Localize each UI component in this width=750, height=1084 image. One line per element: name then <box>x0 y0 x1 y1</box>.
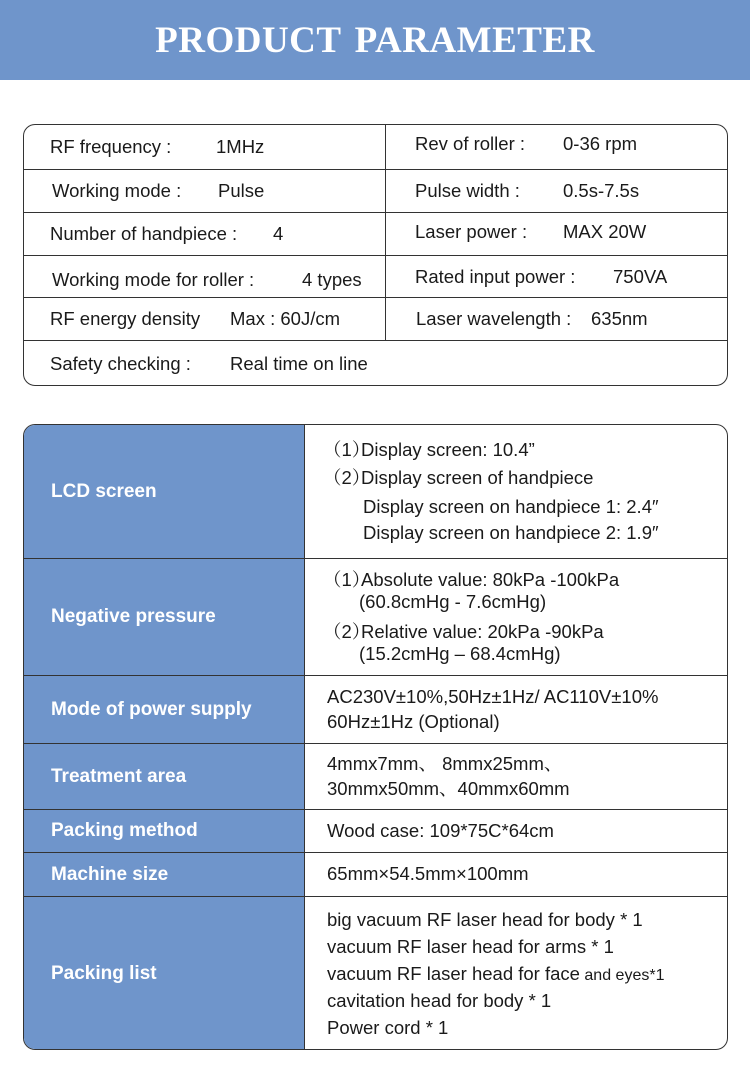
list-item-tail: and eyes*1 <box>579 966 665 984</box>
param-cell <box>24 341 727 386</box>
header-banner <box>0 0 750 80</box>
param-cell <box>24 213 386 255</box>
row-value <box>305 853 727 896</box>
list-subitem: (60.8cmHg - 7.6cmHg) <box>359 590 547 612</box>
row-value <box>305 559 727 675</box>
row-value <box>305 744 727 809</box>
param-value: Pulse <box>218 180 265 201</box>
param-value: 1MHz <box>216 136 265 157</box>
row-header: Packing method <box>24 810 305 852</box>
param-value: 0-36 rpm <box>563 133 638 154</box>
param-label: Number of handpiece : <box>50 223 238 244</box>
value-line: Wood case: 109*75C*64cm <box>327 819 554 841</box>
list-item: vacuum RF laser head for arms * 1 <box>327 935 614 957</box>
parameter-table <box>23 124 728 386</box>
param-label: Laser power : <box>415 221 528 242</box>
table-row <box>24 425 727 559</box>
param-value: 635nm <box>591 308 648 329</box>
param-label: Rev of roller : <box>415 133 526 154</box>
param-cell <box>386 298 727 340</box>
list-subitem: (15.2cmHg – 68.4cmHg) <box>359 643 561 665</box>
table-row <box>24 298 727 341</box>
param-cell <box>386 170 727 212</box>
list-item: Absolute value: 80kPa -100kPa <box>361 568 620 590</box>
param-label: Working mode for roller : <box>52 268 255 290</box>
row-value <box>305 425 727 558</box>
list-subitem: Display screen on handpiece 2: 1.9″ <box>363 521 659 543</box>
list-item: Display screen: 10.4” <box>361 439 535 461</box>
param-label: RF energy density <box>50 308 201 329</box>
list-item: big vacuum RF laser head for body * 1 <box>327 908 643 930</box>
table-row <box>24 897 727 1050</box>
value-line: 4mmx7mm、 8mmx25mm、 <box>327 753 563 775</box>
table-row <box>24 341 727 386</box>
list-item <box>327 963 727 985</box>
row-header: Packing list <box>24 897 305 1050</box>
param-label: Working mode : <box>52 180 182 201</box>
param-cell <box>386 125 727 169</box>
row-header: Treatment area <box>24 744 305 809</box>
value-line: 65mm×54.5mm×100mm <box>327 863 529 885</box>
value-line: 30mmx50mm、40mmx60mm <box>327 777 570 799</box>
list-number: （1） <box>323 568 371 590</box>
row-header: LCD screen <box>24 425 305 558</box>
table-row <box>24 256 727 298</box>
table-row <box>24 125 727 170</box>
row-header: Machine size <box>24 853 305 896</box>
param-label: Laser wavelength : <box>416 308 572 329</box>
list-number: （1） <box>323 439 371 461</box>
table-row <box>24 559 727 676</box>
param-cell <box>24 170 386 212</box>
param-value: 4 types <box>302 268 362 290</box>
param-cell <box>386 256 727 297</box>
param-cell <box>24 125 386 169</box>
param-value: Real time on line <box>230 353 368 374</box>
list-number: （2） <box>323 621 371 642</box>
list-item: Display screen of handpiece <box>361 467 594 489</box>
table-row <box>24 744 727 810</box>
list-item: Relative value: 20kPa -90kPa <box>361 621 604 642</box>
row-header: Mode of power supply <box>24 676 305 743</box>
param-cell <box>386 213 727 255</box>
table-row <box>24 676 727 744</box>
list-subitem: Display screen on handpiece 1: 2.4″ <box>363 495 659 517</box>
specification-table <box>23 424 728 1050</box>
param-value: MAX 20W <box>563 221 647 242</box>
row-value <box>305 810 727 852</box>
value-line: 60Hz±1Hz (Optional) <box>327 710 500 732</box>
table-row <box>24 170 727 213</box>
page-title: PRODUCT PARAMETER <box>155 19 595 61</box>
param-cell <box>24 298 386 340</box>
param-cell <box>24 256 386 297</box>
value-line: AC230V±10%,50Hz±1Hz/ AC110V±10% <box>327 686 659 708</box>
list-item: cavitation head for body * 1 <box>327 990 552 1012</box>
param-value: 4 <box>273 223 284 244</box>
list-item: Power cord * 1 <box>327 1017 449 1039</box>
row-value <box>305 676 727 743</box>
param-value: 0.5s-7.5s <box>563 180 640 201</box>
table-row <box>24 853 727 897</box>
list-number: （2） <box>323 467 371 489</box>
list-item-main: vacuum RF laser head for face <box>327 962 580 984</box>
table-row <box>24 213 727 256</box>
param-label: Rated input power : <box>415 265 576 287</box>
param-label: Pulse width : <box>415 180 520 201</box>
row-value <box>305 897 727 1050</box>
param-label: Safety checking : <box>50 353 191 374</box>
table-row <box>24 810 727 853</box>
row-header: Negative pressure <box>24 559 305 675</box>
param-value: Max : 60J/cm <box>230 308 340 329</box>
param-label: RF frequency : <box>50 136 172 157</box>
param-value: 750VA <box>613 265 668 287</box>
